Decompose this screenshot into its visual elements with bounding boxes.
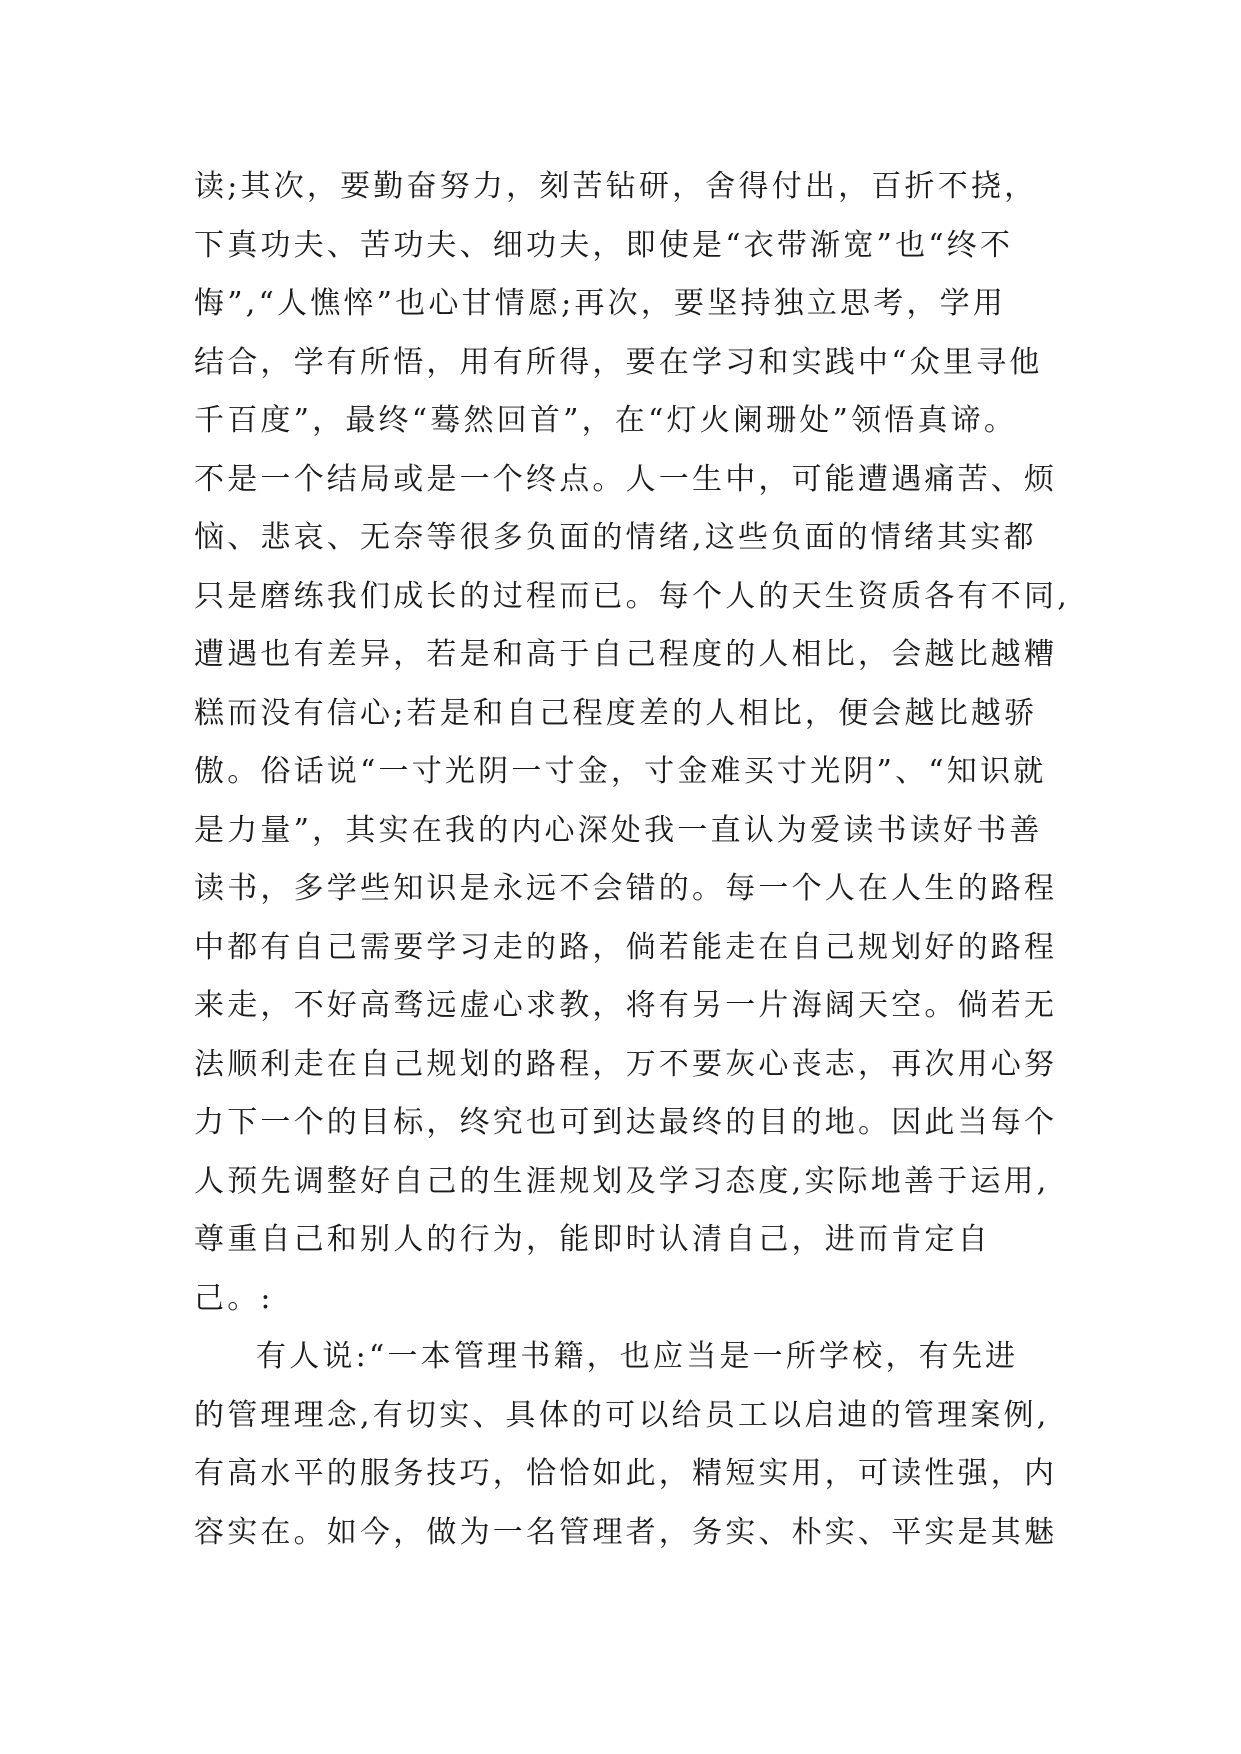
body-text [194, 158, 1074, 1562]
text-line: 恼、悲哀、无奈等很多负面的情绪,这些负面的情绪其实都 [194, 520, 1037, 555]
text-line: 下真功夫、苦功夫、细功夫，即使是“衣带渐宽”也“终不 [194, 227, 1014, 263]
text-line: 中都有自己需要学习走的路，倘若能走在自己规划好的路程 [194, 929, 1058, 965]
text-line: 法顺利走在自己规划的路程，万不要灰心丧志，再次用心努 [194, 1046, 1058, 1082]
text-line: 糕而没有信心;若是和自己程度差的人相比，便会越比越骄 [194, 695, 1038, 731]
text-line: 千百度”，最终“蓦然回首”，在“灯火阑珊处”领悟真谛。 [194, 403, 1018, 438]
text-line: 己。: [194, 1280, 274, 1316]
text-line: 不是一个结局或是一个终点。人一生中，可能遭遇痛苦、烦 [194, 461, 1058, 497]
text-line: 读;其次，要勤奋努力，刻苦钻研，舍得付出，百折不挠， [194, 169, 1038, 204]
text-line: 悔”,“人憔悴”也心甘情愿;再次，要坚持独立思考，学用 [194, 286, 1007, 321]
text-line: 来走，不好高骛远虚心求教，将有另一片海阔天空。倘若无 [194, 988, 1058, 1023]
text-line: 容实在。如今，做为一名管理者，务实、朴实、平实是其魅 [194, 1514, 1058, 1550]
text-line: 力下一个的目标，终究也可到达最终的目的地。因此当每个 [194, 1105, 1058, 1140]
text-line: 是力量”，其实在我的内心深处我一直认为爱读书读好书善 [194, 812, 1043, 848]
text-line: 的管理理念,有切实、具体的可以给员工以启迪的管理案例, [194, 1397, 1050, 1433]
paragraph-first-line: 有人说:“一本管理书籍，也应当是一所学校，有先进 [256, 1339, 1019, 1374]
text-line: 傲。俗话说“一寸光阴一寸金，寸金难买寸光阴”、“知识就 [194, 754, 1047, 789]
text-line: 结合，学有所悟，用有所得，要在学习和实践中“众里寻他 [194, 344, 1043, 380]
text-line: 遭遇也有差异，若是和高于自己程度的人相比，会越比越糟 [194, 637, 1058, 672]
text-line: 有高水平的服务技巧，恰恰如此，精短实用，可读性强，内 [194, 1456, 1058, 1491]
text-line: 只是磨练我们成长的过程而已。每个人的天生资质各有不同, [194, 578, 1070, 614]
text-line: 人预先调整好自己的生涯规划及学习态度,实际地善于运用, [194, 1163, 1050, 1199]
text-line: 读书，多学些知识是永远不会错的。每一个人在人生的路程 [194, 871, 1058, 906]
text-line: 尊重自己和别人的行为，能即时认清自己，进而肯定自 [194, 1222, 991, 1257]
